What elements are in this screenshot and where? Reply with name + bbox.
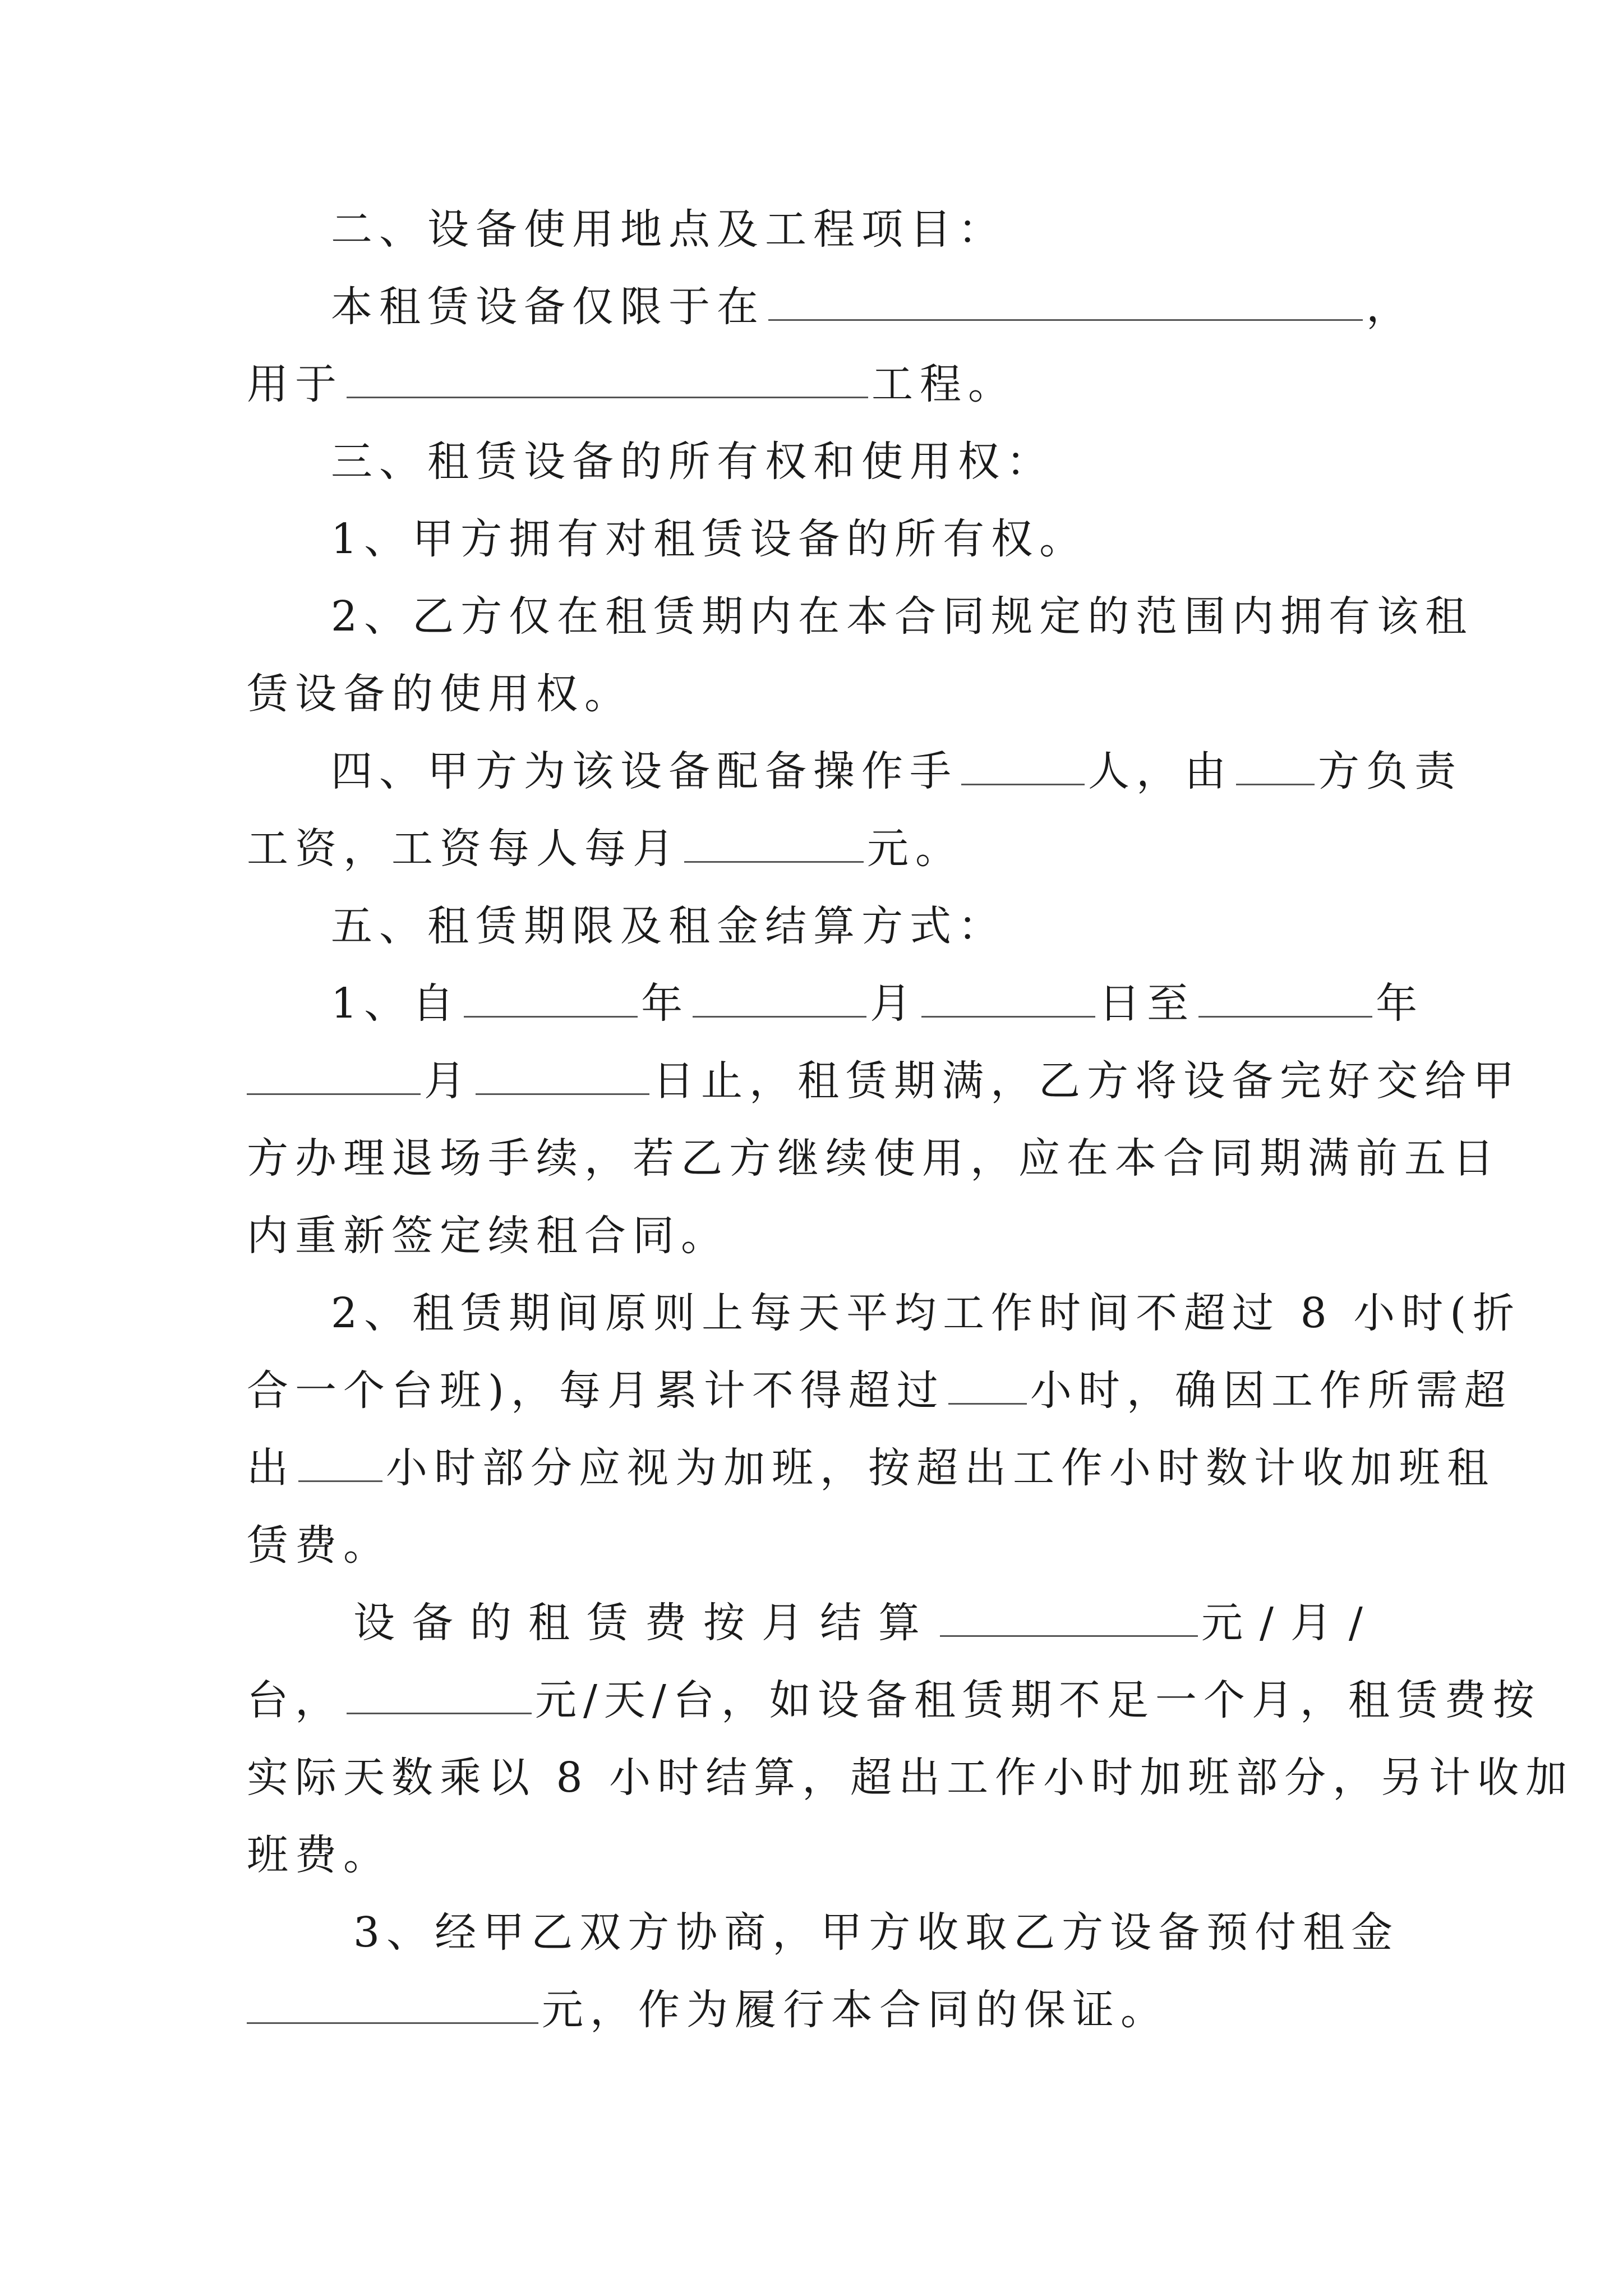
- paragraph-line: [247, 655, 1385, 733]
- text-segment: 元，作为履行本合同的保证。: [542, 1986, 1169, 2034]
- heading-text: 五、租赁期限及租金结算方式：: [331, 902, 1006, 950]
- fill-blank-monthly-rent[interactable]: [940, 1591, 1198, 1637]
- fill-blank-monthly-wage[interactable]: [684, 817, 864, 863]
- fill-blank-project[interactable]: [347, 353, 868, 398]
- text-segment: 元。: [867, 825, 963, 873]
- paragraph-line: [247, 1816, 1385, 1894]
- text-segment: 人，由: [1088, 747, 1233, 795]
- text-segment: 1、甲方拥有对租赁设备的所有权。: [331, 515, 1088, 563]
- fill-blank-end-month[interactable]: [247, 1050, 421, 1095]
- contract-page: [247, 191, 1574, 2049]
- text-segment: 实际天数乘以 8 小时结算，超出工作小时加班部分，另计收加: [247, 1754, 1574, 1802]
- paragraph-line: [247, 1894, 1400, 1971]
- paragraph-line: [247, 1197, 1385, 1274]
- text-segment: 方办理退场手续，若乙方继续使用，应在本合同期满前五日: [247, 1134, 1501, 1182]
- text-segment: 日止，租赁期满，乙方将设备完好交给甲: [653, 1057, 1521, 1105]
- text-segment: ，: [1366, 283, 1414, 331]
- text-segment: 本租赁设备仅限于在: [331, 283, 765, 331]
- fill-blank-daily-rent[interactable]: [347, 1669, 532, 1714]
- paragraph-line: [247, 1120, 1501, 1197]
- heading-text: 三、租赁设备的所有权和使用权：: [331, 438, 1054, 486]
- fill-blank-monthly-hours[interactable]: [948, 1359, 1027, 1405]
- paragraph-line: [247, 346, 1385, 423]
- text-segment: 2、租赁期间原则上每天平均工作时间不超过 8 小时(折: [331, 1289, 1521, 1337]
- fill-blank-end-day[interactable]: [476, 1050, 649, 1095]
- section-heading-3: [247, 423, 1385, 500]
- text-segment: 1、自: [331, 979, 461, 1028]
- text-segment: 月: [424, 1057, 472, 1105]
- text-segment: 小时，确因工作所需超: [1030, 1366, 1513, 1415]
- paragraph-line: [247, 1971, 1385, 2049]
- heading-text: 二、设备使用地点及工程项目：: [331, 205, 1006, 254]
- fill-blank-responsible-party[interactable]: [1236, 740, 1315, 785]
- paragraph-line: [247, 1507, 1385, 1584]
- text-segment: 小时部分应视为加班，按超出工作小时数计收加班租: [386, 1444, 1495, 1492]
- text-segment: 赁设备的使用权。: [247, 670, 633, 718]
- paragraph-line: [247, 1352, 1513, 1429]
- text-segment: 工资，工资每人每月: [247, 825, 681, 873]
- text-segment: 设备的租赁费按月结算: [353, 1599, 937, 1647]
- text-segment: 年: [641, 979, 690, 1028]
- fill-blank-operator-count[interactable]: [961, 740, 1085, 785]
- fill-blank-start-month[interactable]: [693, 972, 866, 1018]
- text-segment: 班费。: [247, 1831, 391, 1879]
- text-segment: 方负责: [1318, 747, 1463, 795]
- text-segment: 出: [247, 1444, 295, 1492]
- text-segment: 用于: [247, 360, 343, 408]
- paragraph-line: [247, 1042, 1521, 1120]
- fill-blank-start-day[interactable]: [921, 972, 1095, 1018]
- fill-blank-start-year[interactable]: [464, 972, 638, 1018]
- fill-blank-overtime-hours[interactable]: [298, 1437, 382, 1482]
- fill-blank-deposit[interactable]: [247, 1978, 538, 2024]
- paragraph-line: [247, 965, 1424, 1042]
- paragraph-line: [247, 1274, 1521, 1352]
- text-segment: 工程。: [872, 360, 1016, 408]
- paragraph-line: [247, 1739, 1574, 1816]
- paragraph-line: [247, 810, 1385, 887]
- section-heading-5: [247, 887, 1385, 965]
- section-heading-2: [247, 191, 1385, 268]
- paragraph-line: [247, 578, 1474, 655]
- section-heading-4: [247, 733, 1463, 810]
- text-segment: 元/月/: [1201, 1599, 1380, 1647]
- text-segment: 月: [870, 979, 919, 1028]
- text-segment: 四、甲方为该设备配备操作手: [331, 747, 958, 795]
- paragraph-line: [247, 1662, 1541, 1739]
- text-segment: 台，: [247, 1676, 343, 1724]
- fill-blank-end-year[interactable]: [1198, 972, 1372, 1018]
- paragraph-line: [247, 500, 1385, 578]
- text-segment: 合一个台班)，每月累计不得超过: [247, 1366, 945, 1415]
- paragraph-line: [247, 1429, 1495, 1507]
- text-segment: 3、经甲乙双方协商，甲方收取乙方设备预付租金: [353, 1908, 1400, 1957]
- text-segment: 年: [1376, 979, 1424, 1028]
- text-segment: 元/天/台，如设备租赁期不足一个月，租赁费按: [535, 1676, 1541, 1724]
- text-segment: 内重新签定续租合同。: [247, 1212, 729, 1260]
- fill-blank-location[interactable]: [768, 275, 1363, 321]
- paragraph-line: [247, 1584, 1385, 1662]
- text-segment: 日至: [1099, 979, 1196, 1028]
- text-segment: 赁费。: [247, 1521, 391, 1570]
- text-segment: 2、乙方仅在租赁期内在本合同规定的范围内拥有该租: [331, 592, 1474, 641]
- paragraph-line: [247, 268, 1414, 346]
